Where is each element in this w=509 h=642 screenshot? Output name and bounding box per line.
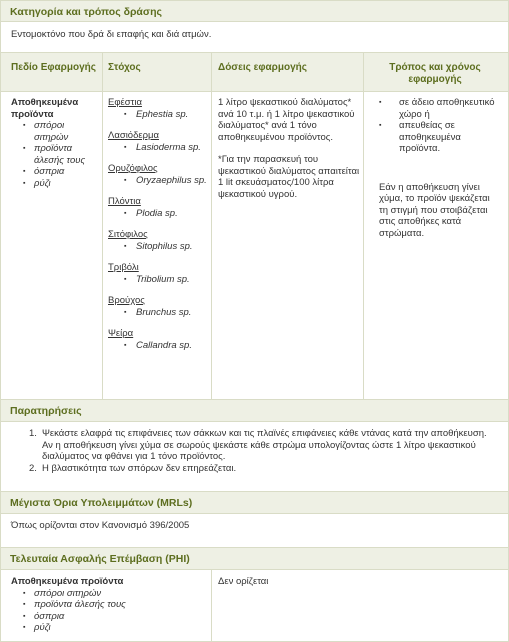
list-item: ▪ απευθείας σε αποθηκευμένα προϊόντα. <box>373 120 501 155</box>
target-group <box>108 97 208 120</box>
target-group <box>108 130 208 153</box>
target-species: ▪ Ephestia sp. <box>108 109 208 121</box>
column-header-dose: Δόσεις εφαρμογής <box>218 62 307 73</box>
target-name: Ορυζόφιλος <box>108 163 158 174</box>
target-group <box>108 163 208 186</box>
phi-field-list <box>17 588 206 634</box>
target-group <box>108 229 208 252</box>
list-item: ▪ προϊόντα άλεσής τους <box>17 599 206 611</box>
phi-field-title: Αποθηκευμένα προϊόντα <box>11 576 124 587</box>
dose-cell <box>218 97 360 200</box>
target-group <box>108 295 208 318</box>
column-header-target: Στόχος <box>108 62 141 73</box>
field-cell <box>11 97 99 189</box>
column-divider <box>363 53 364 399</box>
column-header-field: Πεδίο Εφαρμογής <box>11 62 96 73</box>
method-list <box>373 97 501 155</box>
target-species: ▪ Tribolium sp. <box>108 274 208 286</box>
field-title: Αποθηκευμένα προϊόντα <box>11 97 79 120</box>
target-species: ▪ Brunchus sp. <box>108 307 208 319</box>
column-divider <box>211 53 212 399</box>
target-name: Εφέστια <box>108 97 142 108</box>
target-name: Πλόντια <box>108 196 141 207</box>
method-text: Εάν η αποθήκευση γίνει χύμα, το προϊόν ψεκάζεται τη στιγμή που στοιβάζεται στις αποθήκες κατά στρώματα. <box>379 181 490 239</box>
dose-text: 1 λίτρο ψεκαστικού διαλύματος* ανά 10 τ.μ. ή 1 λίτρο ψεκαστικού διαλύματος* ανά 1 τόνο αποθηκευμένου προϊόντος. <box>218 97 355 143</box>
category-text: Εντομοκτόνο που δρά δι επαφής και διά ατμών. <box>11 29 212 40</box>
target-species: ▪ Oryzaephilus sp. <box>108 175 208 187</box>
list-item: ▪ σπόροι σιτηρών <box>17 120 99 143</box>
target-name: Ψείρα <box>108 328 134 339</box>
phi-heading: Τελευταία Ασφαλής Επέμβαση (PHI) <box>1 547 508 570</box>
remarks-list <box>29 428 494 474</box>
list-item: 2. Η βλαστικότητα των σπόρων δεν επηρεάζεται. <box>29 462 237 474</box>
list-item: ▪ σπόροι σιτηρών <box>17 588 206 600</box>
method-cell <box>373 97 501 239</box>
target-cell <box>108 97 208 351</box>
field-list <box>17 120 99 189</box>
target-species: ▪ Sitophilus sp. <box>108 241 208 253</box>
target-species: ▪ Plodia sp. <box>108 208 208 220</box>
list-item: ▪ ρύζι <box>17 178 99 190</box>
list-item: ▪ ρύζι <box>17 622 206 634</box>
target-name: Βρούχος <box>108 295 145 306</box>
mrl-heading: Μέγιστα Όρια Υπολειμμάτων (MRLs) <box>1 491 508 514</box>
dose-note: *Για την παρασκευή του ψεκαστικού διαλύματος απαιτείται 1 lit σκευάσματος/100 λίτρα ψεκαστικού υγρού. <box>218 154 360 200</box>
list-item: ▪ όσπρια <box>17 611 206 623</box>
target-name: Σιτόφιλος <box>108 229 148 240</box>
divider <box>1 91 508 92</box>
mrl-text: Όπως ορίζονται στον Κανονισμό 396/2005 <box>11 520 190 531</box>
phi-field-cell <box>11 576 206 634</box>
list-item: ▪ σε άδειο αποθηκευτικό χώρο ή <box>373 97 501 120</box>
target-species: ▪ Lasioderma sp. <box>108 142 208 154</box>
column-divider <box>211 570 212 641</box>
remarks-heading: Παρατηρήσεις <box>1 399 508 422</box>
target-group <box>108 328 208 351</box>
target-name: Λασιόδερμα <box>108 130 159 141</box>
list-item: ▪ όσπρια <box>17 166 99 178</box>
column-divider <box>102 53 103 399</box>
target-name: Τριβόλι <box>108 262 139 273</box>
category-heading: Κατηγορία και τρόπος δράσης <box>1 0 508 22</box>
target-species: ▪ Callandra sp. <box>108 340 208 352</box>
column-header-method: Τρόπος και χρόνος εφαρμογής <box>389 62 481 85</box>
target-group <box>108 262 208 285</box>
list-item: 1. Ψεκάστε ελαφρά τις επιφάνειες των σάκκων και τις πλαϊνές επιφάνειες κάθε ντάνας κατά την αποθήκευση. Αν η αποθήκευση γίνει χύμα σε σωρούς ψεκάστε κάθε στρώμα υπολογίζοντας ώστε 1 λίτρο ψεκαστικού διαλύματος να φθάνει για 1 τόνο προϊόντος. <box>29 428 487 462</box>
target-group <box>108 196 208 219</box>
phi-value: Δεν ορίζεται <box>218 576 269 587</box>
list-item: ▪ προϊόντα άλεσής τους <box>17 143 99 166</box>
